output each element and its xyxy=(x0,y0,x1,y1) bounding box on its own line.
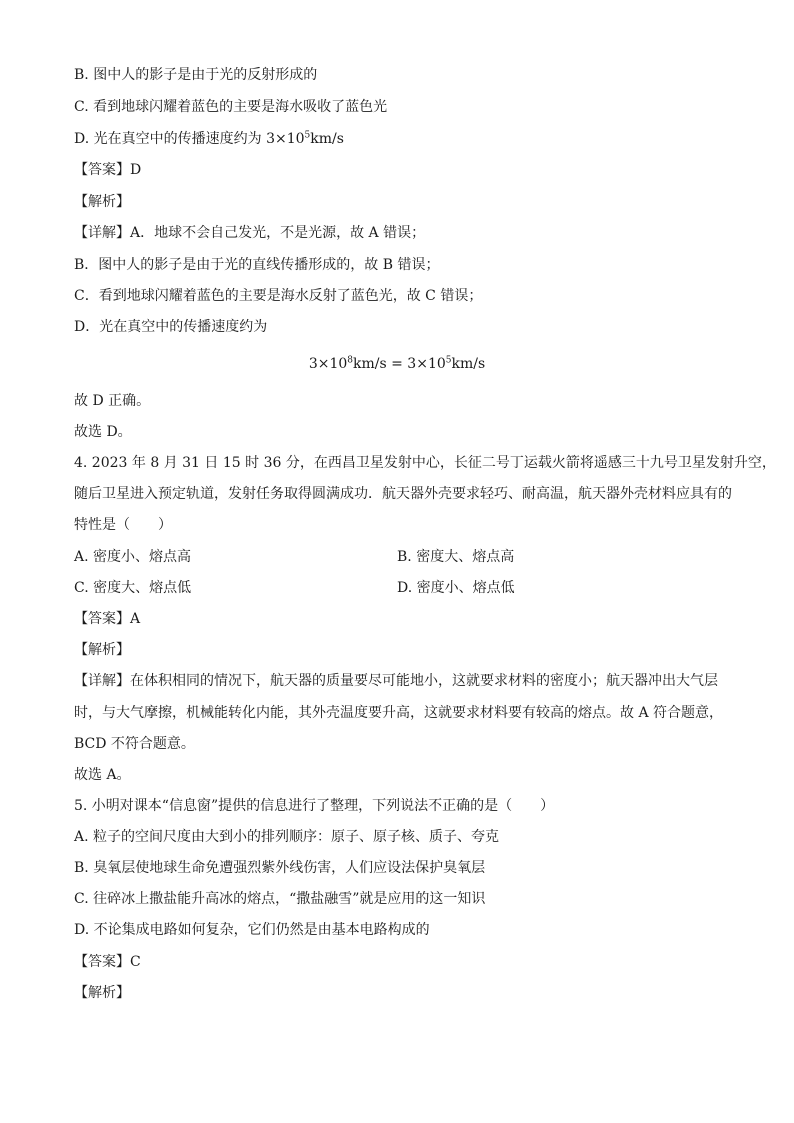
q3-detail-a: 【详解】A．地球不会自己发光，不是光源，故 A 错误； xyxy=(74,225,426,241)
q3-detail-c: C．看到地球闪耀着蓝色的主要是海水反射了蓝色光，故 C 错误； xyxy=(74,288,483,304)
q5-option-a: A. 粒子的空间尺度由大到小的排列顺序：原子、原子核、质子、夸克 xyxy=(74,829,500,845)
q3-formula-part-2: km/s = 3×10 xyxy=(353,356,446,372)
q5-stem: 5. 小明对课本“信息窗”提供的信息进行了整理，下列说法不正确的是（ ） xyxy=(74,798,555,814)
q4-detail-line-1: 【详解】在体积相同的情况下，航天器的质量要尽可能地小，这就要求材料的密度小；航天器冲出大气层 xyxy=(74,673,718,689)
q3-conclusion: 故 D 正确。 xyxy=(74,393,151,409)
q5-option-b: B. 臭氧层使地球生命免遭强烈紫外线伤害，人们应设法保护臭氧层 xyxy=(74,860,486,876)
q5-analysis-heading: 【解析】 xyxy=(74,985,130,1001)
q3-option-c: C. 看到地球闪耀着蓝色的主要是海水吸收了蓝色光 xyxy=(74,99,388,115)
q5-option-c: C. 往碎冰上撒盐能升高冰的熔点，“撒盐融雪”就是应用的这一知识 xyxy=(74,891,486,907)
q3-option-d-exponent: 5 xyxy=(304,130,311,141)
q4-option-a: A. 密度小、熔点高 xyxy=(74,549,192,565)
q4-answer: 【答案】A xyxy=(74,611,141,627)
q5-answer: 【答案】C xyxy=(74,954,141,970)
q3-formula xyxy=(0,355,794,373)
q3-formula-exp-2: 5 xyxy=(445,355,452,366)
q3-analysis-heading: 【解析】 xyxy=(74,194,130,210)
q3-choice: 故选 D。 xyxy=(74,424,132,440)
q4-option-d: D. 密度小、熔点低 xyxy=(397,580,515,596)
q4-detail-line-2: 时，与大气摩擦，机械能转化内能，其外壳温度要升高，这就要求材料要有较高的熔点。故 A 符合题意， xyxy=(74,705,724,721)
q4-option-b: B. 密度大、熔点高 xyxy=(397,549,515,565)
q3-option-d-unit: km/s xyxy=(310,131,344,147)
q4-choice: 故选 A。 xyxy=(74,767,131,783)
q4-detail-line-3: BCD 不符合题意。 xyxy=(74,736,195,752)
q3-option-d xyxy=(74,130,344,148)
q3-formula-exp-1: 8 xyxy=(347,355,354,366)
q3-formula-part-1: 3×10 xyxy=(308,356,348,372)
q5-option-d: D. 不论集成电路如何复杂，它们仍然是由基本电路构成的 xyxy=(74,922,430,938)
q4-stem-line-2: 随后卫星进入预定轨道，发射任务取得圆满成功．航天器外壳要求轻巧、耐高温，航天器外壳材料应具有的 xyxy=(74,486,732,502)
q4-analysis-heading: 【解析】 xyxy=(74,642,130,658)
q4-option-c: C. 密度大、熔点低 xyxy=(74,580,192,596)
q3-option-b: B. 图中人的影子是由于光的反射形成的 xyxy=(74,67,318,83)
q3-answer: 【答案】D xyxy=(74,162,142,178)
q3-formula-part-3: km/s xyxy=(451,356,486,372)
q4-stem-line-1: 4. 2023 年 8 月 31 日 15 时 36 分，在西昌卫星发射中心，长征二号丁运载火箭将遥感三十九号卫星发射升空， xyxy=(74,455,776,471)
q3-detail-b: B．图中人的影子是由于光的直线传播形成的，故 B 错误； xyxy=(74,257,440,273)
q3-option-d-text: D. 光在真空中的传播速度约为 3×10 xyxy=(74,131,305,147)
q3-detail-d: D．光在真空中的传播速度约为 xyxy=(74,319,268,335)
q4-stem-line-3: 特性是（ ） xyxy=(74,517,172,533)
